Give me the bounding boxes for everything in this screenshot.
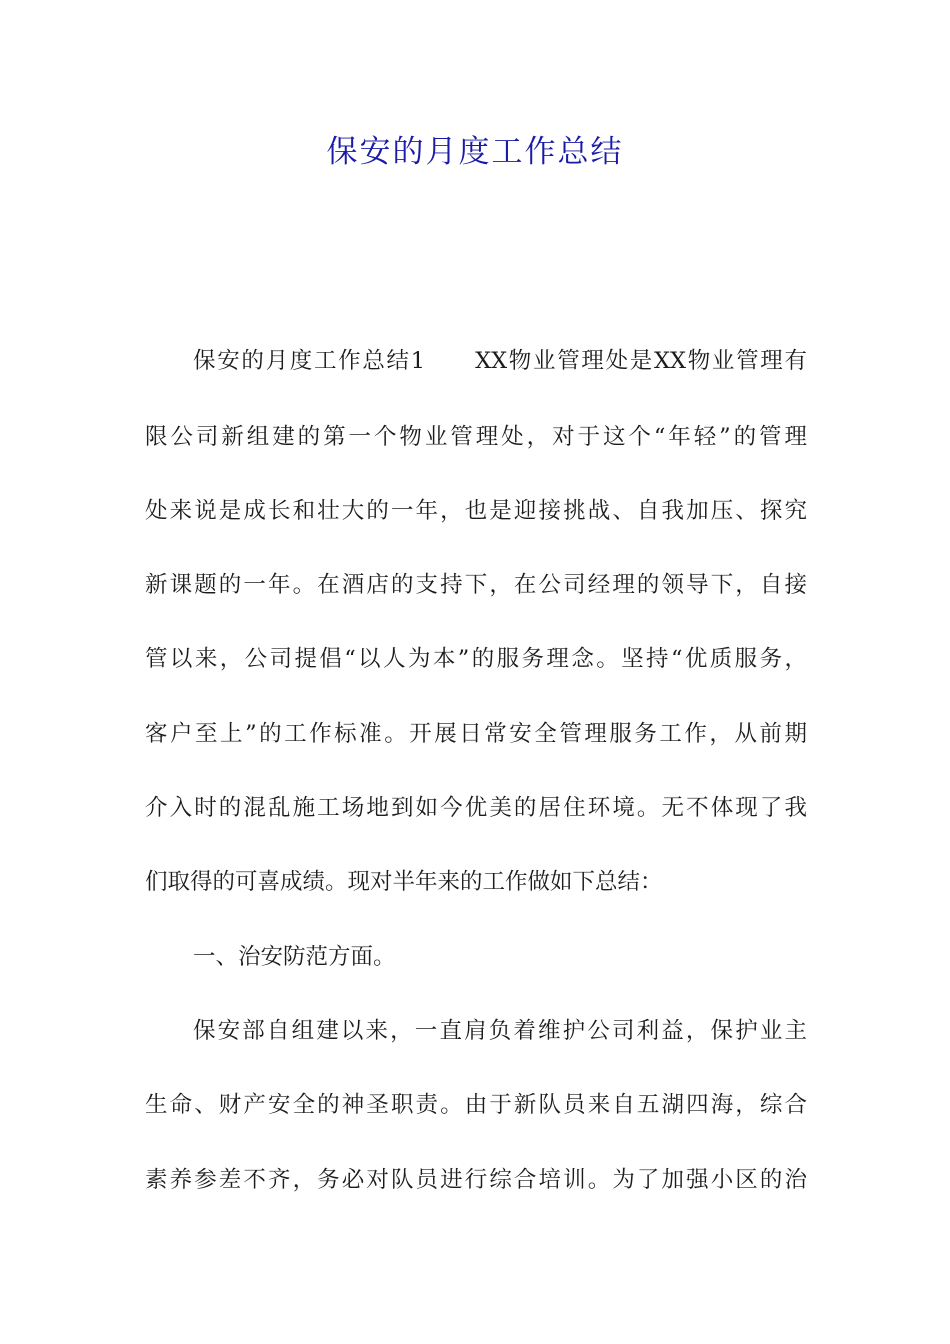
paragraph-line: 介入时的混乱施工场地到如今优美的居住环境。无不体现了我	[145, 795, 807, 821]
document-title: 保安的月度工作总结	[326, 134, 624, 170]
section-heading: 一、治安防范方面。	[193, 944, 396, 970]
paragraph-text: XX物业管理处是XX物业管理有	[475, 348, 807, 374]
paragraph-line: 生命、财产安全的神圣职责。由于新队员来自五湖四海，综合	[145, 1092, 807, 1118]
paragraph-line: 管以来，公司提倡“以人为本”的服务理念。坚持“优质服务，	[145, 646, 807, 672]
paragraph-line: 们取得的可喜成绩。现对半年来的工作做如下总结：	[145, 869, 663, 895]
paragraph-line	[193, 341, 807, 381]
paragraph-line: 新课题的一年。在酒店的支持下，在公司经理的领导下，自接	[145, 572, 807, 598]
paragraph-line: 保安部自组建以来，一直肩负着维护公司利益，保护业主	[193, 1018, 807, 1044]
section-heading: 保安的月度工作总结1	[193, 348, 426, 374]
paragraph-line: 客户至上”的工作标准。开展日常安全管理服务工作，从前期	[145, 721, 807, 747]
paragraph-line: 限公司新组建的第一个物业管理处，对于这个“年轻”的管理	[145, 424, 807, 450]
paragraph-line: 素养参差不齐，务必对队员进行综合培训。为了加强小区的治	[145, 1167, 807, 1193]
paragraph-line: 处来说是成长和壮大的一年，也是迎接挑战、自我加压、探究	[145, 498, 807, 524]
